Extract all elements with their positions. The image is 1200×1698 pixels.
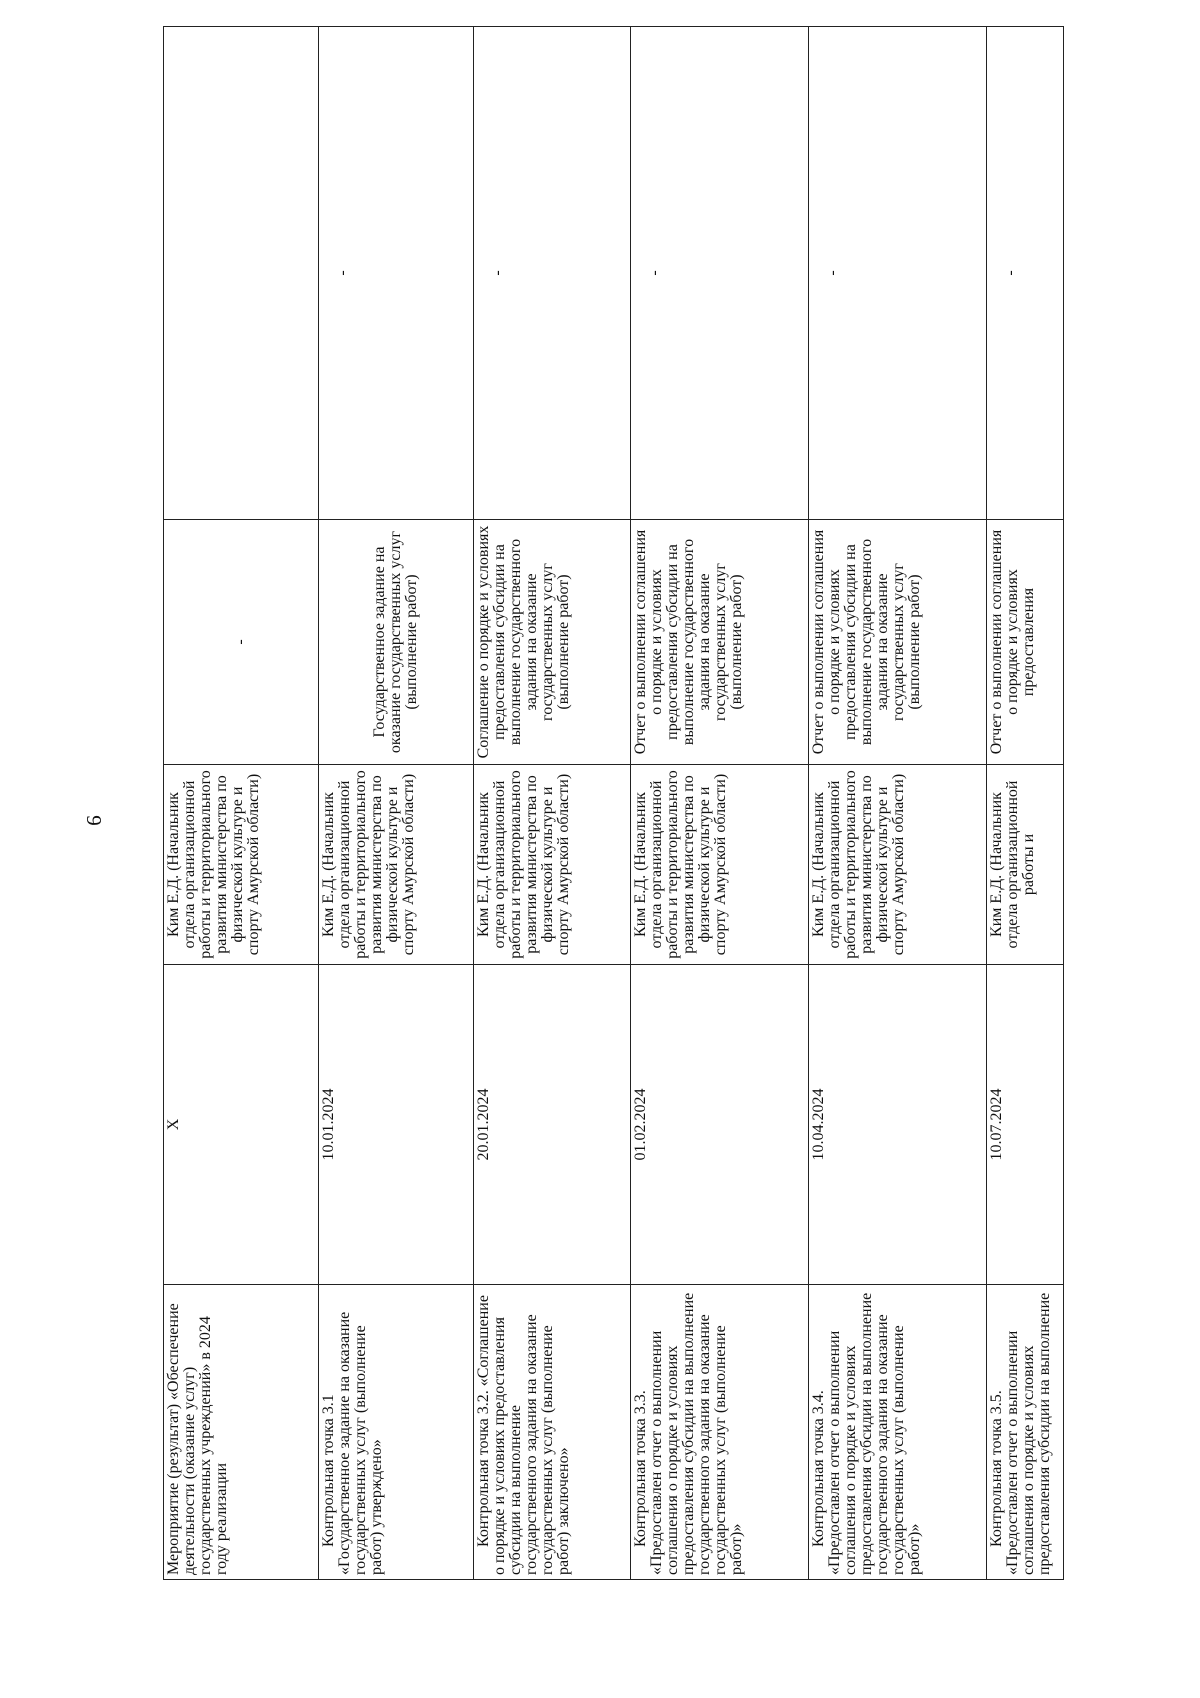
control-points-table — [163, 26, 1064, 1580]
page-number: 9 — [81, 815, 106, 826]
row-extra: - — [646, 270, 663, 276]
row-responsible: Ким Е.Д. (Начальник отдела организационной работы и территориального развития министерства по физической культуре и спорту Амурской области) — [165, 770, 262, 959]
row-document: - — [232, 639, 249, 645]
row-name-cell — [987, 1285, 1064, 1580]
row-responsible-cell — [987, 765, 1064, 965]
row-responsible: Ким Е.Д. (Начальник отдела организационной работы и территориального развития министерства по физической культуре и спорту Амурской области) — [632, 770, 729, 959]
row-document-cell — [319, 520, 474, 765]
row-responsible: Ким Е.Д. (Начальник отдела организационной работы и территориального развития министерства по физической культуре и спорту Амурской области) — [475, 770, 572, 959]
table-row — [474, 27, 631, 1580]
row-document: Отчет о выполнении соглашения о порядке и условиях предоставления — [988, 529, 1037, 755]
row-name-cell — [809, 1285, 987, 1580]
row-document-cell — [987, 520, 1064, 765]
row-name: Контрольная точка 3.1 «Государственное задание на оказание государственных услуг (выполнение работ) утверждено» — [320, 1311, 385, 1575]
row-extra-cell — [474, 27, 631, 520]
row-responsible-cell — [809, 765, 987, 965]
row-extra-cell — [164, 27, 319, 520]
row-responsible-cell — [319, 765, 474, 965]
row-name: Контрольная точка 3.2. «Соглашение о порядке и условиях предоставления субсидии на выполнение государственного задания на оказание государственных услуг (выполнение работ) заключено» — [475, 1295, 572, 1575]
row-extra-cell — [987, 27, 1064, 520]
row-responsible-cell — [164, 765, 319, 965]
row-name-cell — [164, 1285, 319, 1580]
row-date-cell — [474, 965, 631, 1285]
row-extra-cell — [319, 27, 474, 520]
row-extra-cell — [631, 27, 809, 520]
row-extra: - — [824, 270, 841, 276]
row-date: 01.02.2024 — [632, 1088, 649, 1161]
row-name-cell — [474, 1285, 631, 1580]
row-responsible: Ким Е.Д. (Начальник отдела организационной работы и территориального развития министерства по физической культуре и спорту Амурской области) — [320, 770, 417, 959]
row-document-cell — [809, 520, 987, 765]
row-responsible-cell — [474, 765, 631, 965]
row-date: 20.01.2024 — [475, 1088, 492, 1161]
row-responsible: Ким Е.Д. (Начальник отдела организационной работы и — [988, 780, 1037, 949]
table-row — [631, 27, 809, 1580]
row-date-cell — [809, 965, 987, 1285]
row-extra: - — [1002, 270, 1019, 276]
row-document: Государственное задание на оказание государственных услуг (выполнение работ) — [371, 530, 420, 754]
row-name: Контрольная точка 3.5. «Предоставлен отчет о выполнении соглашения о порядке и условиях предоставления субсидии на выполнение — [988, 1292, 1053, 1575]
row-extra-cell — [809, 27, 987, 520]
row-name: Контрольная точка 3.4. «Предоставлен отчет о выполнении соглашения о порядке и условиях предоставления субсидии на выполнение государственного задания на оказание государственных услуг (выполнение работ)» — [810, 1292, 923, 1575]
table-row — [809, 27, 987, 1580]
row-name-cell — [319, 1285, 474, 1580]
row-name: Контрольная точка 3.3. «Предоставлен отчет о выполнении соглашения о порядке и условиях предоставления субсидии на выполнение государственного задания на оказание государственных услуг (выполнение работ)» — [632, 1292, 745, 1575]
row-document-cell — [474, 520, 631, 765]
row-name: Мероприятие (результат) «Обеспечение деятельности (оказание услуг) государственных учреждений» в 2024 году реализации — [165, 1303, 230, 1575]
row-document: Отчет о выполнении соглашения о порядке и условиях предоставления субсидии на выполнение государственного задания на оказание государственных услуг (выполнение работ) — [632, 529, 745, 755]
row-responsible: Ким Е.Д. (Начальник отдела организационной работы и территориального развития министерства по физической культуре и спорту Амурской области) — [810, 770, 907, 959]
row-responsible-cell — [631, 765, 809, 965]
row-date: 10.04.2024 — [810, 1088, 827, 1161]
row-document-cell — [631, 520, 809, 765]
row-date-cell — [319, 965, 474, 1285]
row-name-cell — [631, 1285, 809, 1580]
row-document: Отчет о выполнении соглашения о порядке и условиях предоставления субсидии на выполнение государственного задания на оказание государственных услуг (выполнение работ) — [810, 529, 923, 755]
row-date-cell — [631, 965, 809, 1285]
table-row — [987, 27, 1064, 1580]
row-extra: - — [489, 270, 506, 276]
row-date: 10.01.2024 — [320, 1088, 337, 1161]
row-document: Соглашение о порядке и условиях предоставления субсидии на выполнение государственного задания на оказание государственных услуг (выполнение работ) — [475, 525, 572, 759]
row-date-cell — [987, 965, 1064, 1285]
rotated-table-container — [163, 26, 1063, 1580]
row-date: 10.07.2024 — [988, 1088, 1005, 1161]
table-row — [164, 27, 319, 1580]
row-date-cell — [164, 965, 319, 1285]
row-extra: - — [334, 270, 351, 276]
table-row — [319, 27, 474, 1580]
row-date: Х — [165, 1118, 182, 1131]
row-document-cell — [164, 520, 319, 765]
